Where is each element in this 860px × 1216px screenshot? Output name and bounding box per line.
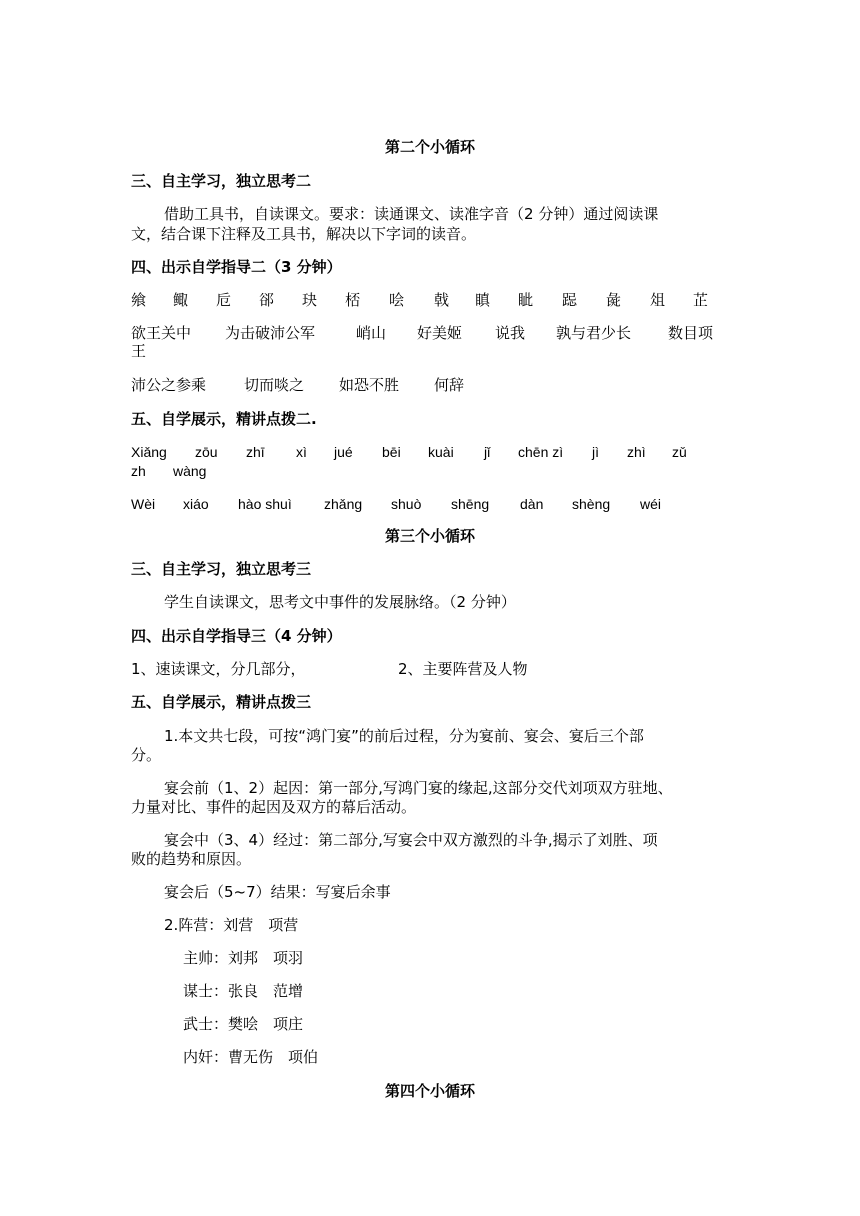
warrior-line: 武士：樊哙 项庄 [183,1015,304,1033]
paragraph-4: 宴会后（5~7）结果：写宴后余事 [164,883,391,901]
phrase-item: 欲王关中 [131,324,192,342]
pinyin-item: zǔ [672,444,687,460]
phrase-item: 为击破沛公军 [225,324,316,342]
character-item: 桮 [345,291,361,309]
pinyin-item: Wèi [131,496,156,512]
camps-line: 2.阵营：刘营 项营 [164,916,299,934]
character-item: 戟 [434,291,450,309]
pinyin-item: zhì [627,444,646,460]
pinyin-item: hào shuì [238,496,292,512]
character-item: 芷 [693,291,709,309]
guide-question-2: 2、主要阵营及人物 [398,660,528,678]
paragraph-1-line2: 分。 [131,746,162,764]
character-item: 哙 [389,291,405,309]
pinyin-item: Xiǎng [131,444,167,460]
pinyin-item: bēi [382,444,401,460]
phrase-item: 好美姬 [417,324,463,342]
loop2-section3-text-line2: 文，结合课下注释及工具书，解决以下字词的读音。 [131,225,477,243]
pinyin-item: zhī [246,444,265,460]
loop2-section5-heading: 五、自学展示，精讲点拨二. [131,410,317,428]
pinyin-item: wàng [173,463,207,479]
pinyin-item: chēn zì [518,444,564,460]
loop2-section4-heading: 四、出示自学指导二（3 分钟） [131,258,342,276]
character-item: 跽 [562,291,578,309]
character-item: 飨 [131,291,147,309]
character-item: 瞋 [475,291,491,309]
loop2-section3-text-line1: 借助工具书，自读课文。要求：读通课文、读准字音（2 分钟）通过阅读课 [164,205,659,223]
loop3-section3-heading: 三、自主学习，独立思考三 [131,560,312,578]
phrase-item: 数目项 [668,324,714,342]
paragraph-3-line2: 败的趋势和原因。 [131,850,252,868]
pinyin-item: zōu [195,444,218,460]
pinyin-item: xì [296,444,307,460]
phrase-wrap: 王 [131,342,147,360]
loop3-section3-text: 学生自读课文，思考文中事件的发展脉络。（2 分钟） [164,593,516,611]
loop4-title: 第四个小循环 [384,1082,475,1100]
pinyin-item: xiáo [183,496,209,512]
loop2-section3-heading: 三、自主学习，独立思考二 [131,172,312,190]
loop3-title: 第三个小循环 [384,527,475,545]
pinyin-item: dàn [520,496,544,512]
pinyin-item: jué [334,444,353,460]
pinyin-item: shuò [391,496,422,512]
pinyin-item: kuài [428,444,454,460]
character-item: 卮 [216,291,232,309]
pinyin-item: jì [592,444,599,460]
character-item: 眦 [518,291,534,309]
commander-line: 主帅：刘邦 项羽 [183,949,304,967]
paragraph-3-line1: 宴会中（3、4）经过：第二部分,写宴会中双方激烈的斗争,揭示了刘胜、项 [164,831,658,849]
pinyin-item: wéi [640,496,662,512]
character-item: 彘 [606,291,622,309]
phrase-item: 切而啖之 [244,376,305,394]
pinyin-item: shèng [572,496,611,512]
phrase-item: 如恐不胜 [339,376,400,394]
pinyin-item: zhǎng [324,496,363,512]
guide-question-1: 1、速读课文，分几部分， [131,660,306,678]
paragraph-2-line1: 宴会前（1、2）起因：第一部分,写鸿门宴的缘起,这部分交代刘项双方驻地、 [164,779,673,797]
character-item: 郤 [259,291,275,309]
pinyin-item: jǐ [484,444,491,460]
loop2-title: 第二个小循环 [384,138,475,156]
phrase-item: 孰与君少长 [556,324,632,342]
paragraph-2-line2: 力量对比、事件的起因及双方的幕后活动。 [131,798,417,816]
phrase-item: 峭山 [356,324,387,342]
pinyin-item: shēng [451,496,490,512]
loop3-section5-heading: 五、自学展示，精讲点拨三 [131,693,312,711]
paragraph-1-line1: 1.本文共七段，可按“鸿门宴”的前后过程，分为宴前、宴会、宴后三个部 [164,727,644,745]
pinyin-item: zh [131,463,146,479]
character-item: 俎 [650,291,666,309]
phrase-item: 沛公之参乘 [131,376,207,394]
phrase-item: 何辞 [434,376,465,394]
character-item: 玦 [302,291,318,309]
loop3-section4-heading: 四、出示自学指导三（4 分钟） [131,627,342,645]
character-item: 鲰 [173,291,189,309]
traitor-line: 内奸：曹无伤 项伯 [183,1048,319,1066]
phrase-item: 说我 [495,324,526,342]
advisor-line: 谋士：张良 范增 [183,982,304,1000]
